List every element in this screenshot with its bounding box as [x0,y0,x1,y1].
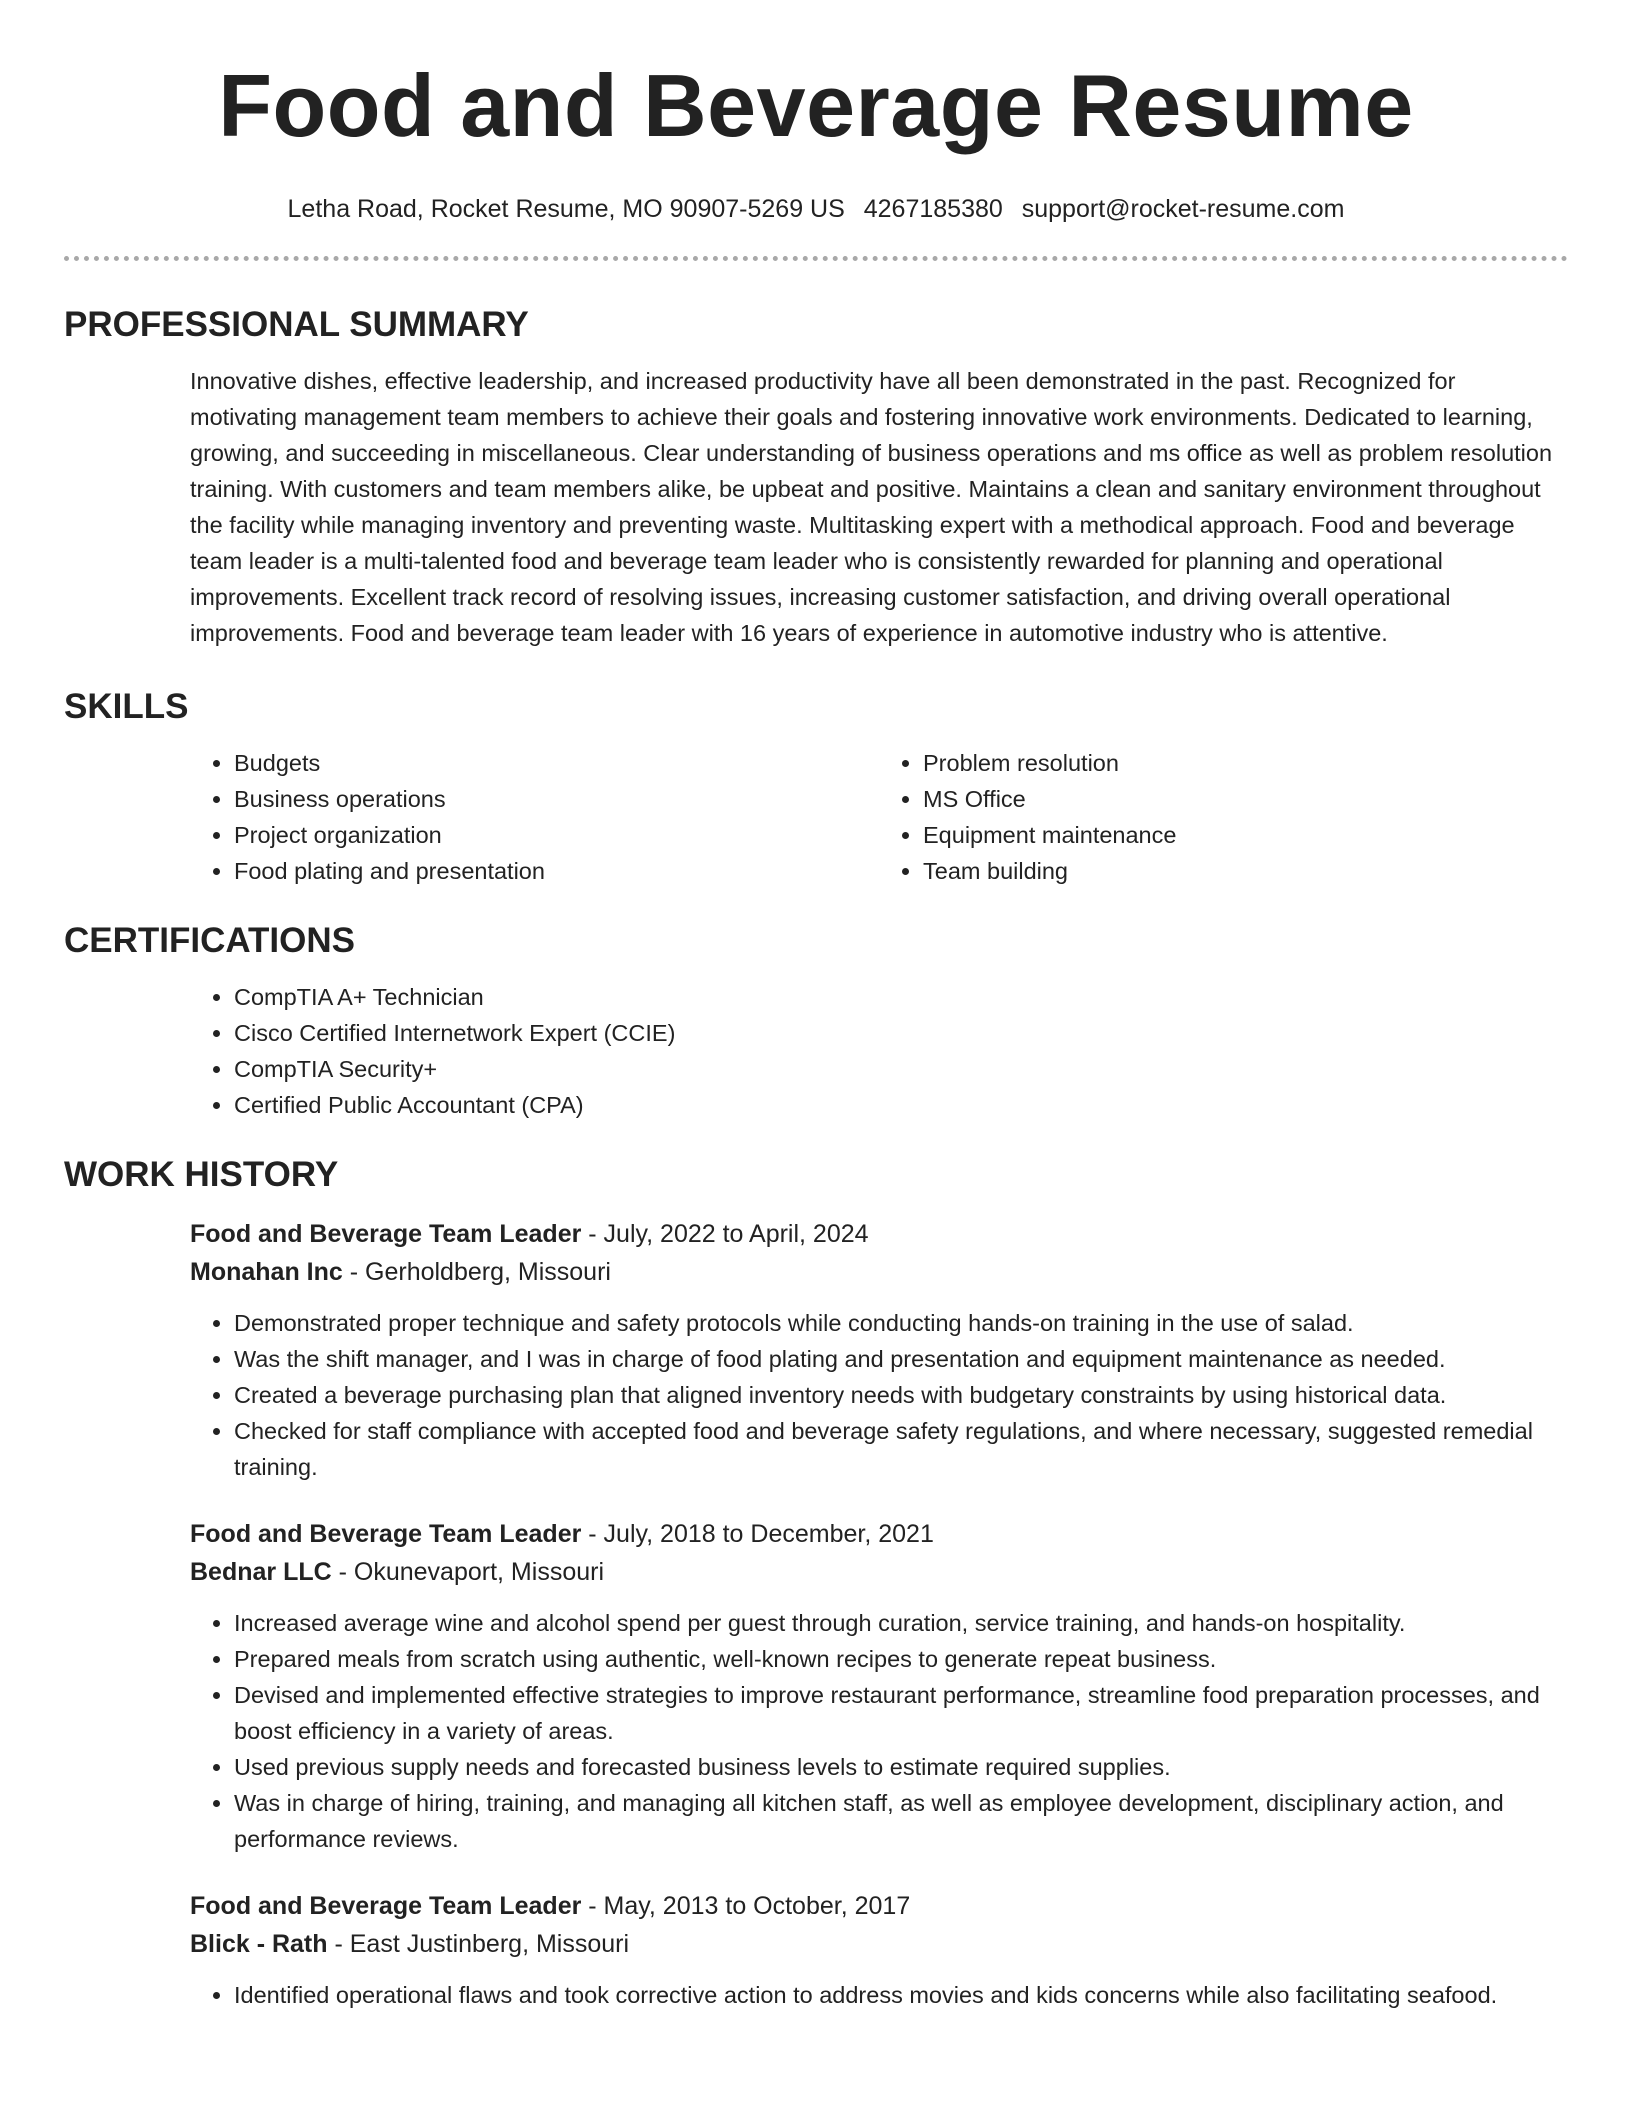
contact-email: support@rocket-resume.com [1021,195,1345,223]
job-company-line [190,1925,1568,1963]
job-role: Food and Beverage Team Leader [190,1892,582,1920]
skill-item: • Food plating and presentation [234,853,879,889]
job-location: - East Justinberg, Missouri [327,1930,630,1958]
summary-heading: PROFESSIONAL SUMMARY [64,305,529,344]
job-company-line [190,1553,1568,1591]
skill-item: • Equipment maintenance [923,817,1568,853]
contact-phone: 4267185380 [863,195,1003,223]
contact-line [64,194,1568,224]
certifications-list [190,979,1568,1123]
certification-item: • Certified Public Accountant (CPA) [234,1087,1568,1123]
skill-item: • Team building [923,853,1568,889]
skills-list-right [879,745,1568,889]
job-entry [190,1215,1568,1485]
summary-section [64,303,1568,651]
skills-heading: SKILLS [64,687,189,726]
job-company: Bednar LLC [190,1558,332,1586]
work-history-section [64,1153,1568,2013]
job-bullets [190,1605,1568,1857]
job-title-line [190,1515,1568,1553]
header-divider [64,256,1568,261]
job-company: Blick - Rath [190,1930,328,1958]
job-dates: - May, 2013 to October, 2017 [581,1892,911,1920]
job-title-line [190,1887,1568,1925]
summary-text: Innovative dishes, effective leadership, and increased productivity have all been demonstrated in the past. Recognized for motivating management team members to achieve their goals and fostering innovative work environments. Dedicated to learning, growing, and succeeding in miscellaneous. Clear understanding of business operations and ms office as well as problem resolution training. With customers and team members alike, be upbeat and positive. Maintains a clean and sanitary environment throughout the facility while managing inventory and preventing waste. Multitasking expert with a methodical approach. Food and beverage team leader is a multi-talented food and beverage team leader who is consistently rewarded for planning and operational improvements. Excellent track record of resolving issues, increasing customer satisfaction, and driving overall operational improvements. Food and beverage team leader with 16 years of experience in automotive industry who is attentive. [190,368,1553,646]
work-history-heading: WORK HISTORY [64,1155,339,1194]
job-location: - Okunevaport, Missouri [331,1558,605,1586]
skills-section [64,685,1568,889]
job-bullet: • Prepared meals from scratch using authentic, well-known recipes to generate repeat business. [234,1641,1568,1677]
job-bullet: • Created a beverage purchasing plan that aligned inventory needs with budgetary constraints by using historical data. [234,1377,1568,1413]
skill-item: • Business operations [234,781,879,817]
job-role: Food and Beverage Team Leader [190,1220,582,1248]
certification-item: • CompTIA Security+ [234,1051,1568,1087]
job-bullet: • Checked for staff compliance with accepted food and beverage safety regulations, and where necessary, suggested remedial training. [234,1413,1568,1485]
skills-list-left [190,745,879,889]
job-bullets [190,1305,1568,1485]
job-bullet: • Used previous supply needs and forecasted business levels to estimate required supplies. [234,1749,1568,1785]
job-title-line [190,1215,1568,1253]
skill-item: • Budgets [234,745,879,781]
skills-grid [190,745,1568,889]
job-dates: - July, 2018 to December, 2021 [581,1520,934,1548]
job-bullet: • Increased average wine and alcohol spend per guest through curation, service training, and hands-on hospitality. [234,1605,1568,1641]
job-entry [190,1887,1568,2013]
job-dates: - July, 2022 to April, 2024 [581,1220,869,1248]
job-bullet: • Demonstrated proper technique and safety protocols while conducting hands-on training in the use of salad. [234,1305,1568,1341]
certification-item: • CompTIA A+ Technician [234,979,1568,1015]
certifications-section [64,919,1568,1123]
job-company: Monahan Inc [190,1258,343,1286]
skill-item: • Project organization [234,817,879,853]
job-location: - Gerholdberg, Missouri [342,1258,611,1286]
certifications-heading: CERTIFICATIONS [64,921,356,960]
certification-item: • Cisco Certified Internetwork Expert (CCIE) [234,1015,1568,1051]
job-role: Food and Beverage Team Leader [190,1520,582,1548]
resume-header [64,0,1568,224]
job-entry [190,1515,1568,1857]
job-company-line [190,1253,1568,1291]
job-bullets [190,1977,1568,2013]
resume-title: Food and Beverage Resume [218,56,1414,155]
job-bullet: • Was in charge of hiring, training, and managing all kitchen staff, as well as employee development, disciplinary action, and performance reviews. [234,1785,1568,1857]
job-bullet: • Devised and implemented effective strategies to improve restaurant performance, streamline food preparation processes, and boost efficiency in a variety of areas. [234,1677,1568,1749]
job-bullet: • Was the shift manager, and I was in charge of food plating and presentation and equipment maintenance as needed. [234,1341,1568,1377]
job-bullet: • Identified operational flaws and took corrective action to address movies and kids concerns while also facilitating seafood. [234,1977,1568,2013]
contact-address: Letha Road, Rocket Resume, MO 90907-5269 US [287,195,845,223]
skill-item: • MS Office [923,781,1568,817]
skill-item: • Problem resolution [923,745,1568,781]
